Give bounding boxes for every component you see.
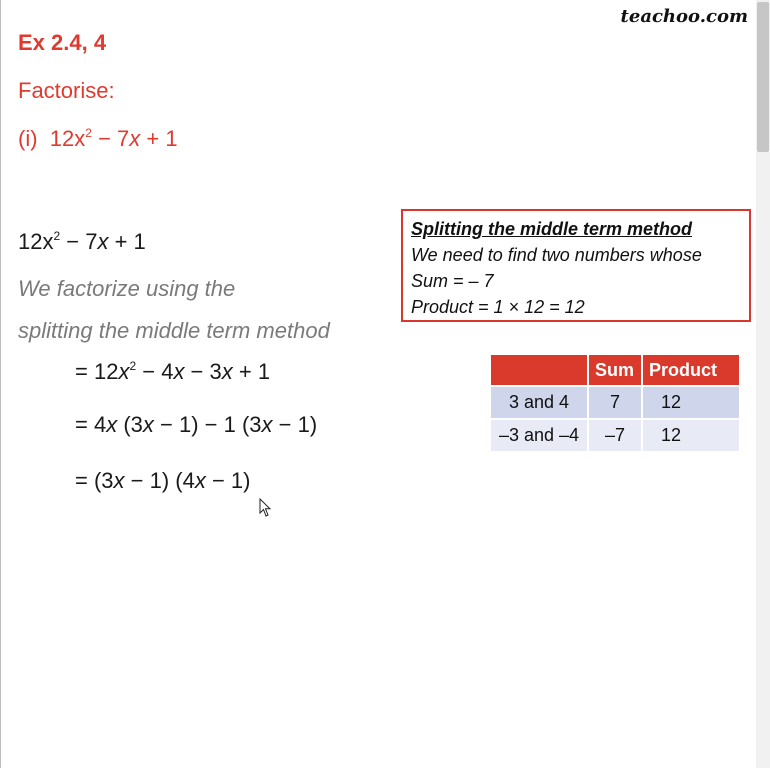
table-row <box>491 387 739 418</box>
cell-sum: 7 <box>589 387 641 418</box>
method-note-line: We need to find two numbers whose <box>411 245 702 265</box>
expr-exponent: 2 <box>85 126 92 140</box>
scrollbar-thumb[interactable] <box>757 2 769 152</box>
part-label: (i) <box>18 126 38 151</box>
cell-product: 12 <box>643 387 739 418</box>
method-note-title: Splitting the middle term method <box>411 219 693 239</box>
sum-product-table <box>489 353 741 453</box>
step-split-terms: = $12x^2 - 4x - 3x + 1$ <box>75 359 271 384</box>
question-expression: (i) $12x^2 - 7x + 1$ <box>18 126 178 151</box>
teachoo-logo: teachoo.com <box>620 6 748 27</box>
table-header-sum: Sum <box>589 355 641 385</box>
method-note-box <box>401 209 751 322</box>
solution-expression: $12x^2 - 7x + 1$ <box>18 229 146 254</box>
table-header-product: Product <box>643 355 739 385</box>
scrollbar-track[interactable] <box>756 0 770 768</box>
method-note-line: Product = 1 × 12 = 12 <box>411 297 585 317</box>
table-header-pair <box>491 355 587 385</box>
cell-product: 12 <box>643 420 739 451</box>
expr-coef: 12x <box>49 126 86 151</box>
mouse-pointer-icon <box>259 498 273 518</box>
table-row <box>491 420 739 451</box>
table-header-row <box>491 355 739 385</box>
exercise-title: Ex 2.4, 4 <box>18 30 107 55</box>
instruction-text: Factorise: <box>18 78 115 103</box>
step-group-terms: = 4x (3x − 1) − 1 (3x − 1) <box>75 412 318 437</box>
step-final-factors: = (3x − 1) (4x − 1) <box>75 468 251 493</box>
method-note-line: Sum = – 7 <box>411 271 494 291</box>
cell-pair: 3 and 4 <box>491 387 587 418</box>
explanation-line-1: We factorize using the <box>18 276 236 301</box>
explanation-line-2: splitting the middle term method <box>18 318 330 343</box>
slide-left-border <box>0 0 1 768</box>
cell-sum: –7 <box>589 420 641 451</box>
cell-pair: –3 and –4 <box>491 420 587 451</box>
